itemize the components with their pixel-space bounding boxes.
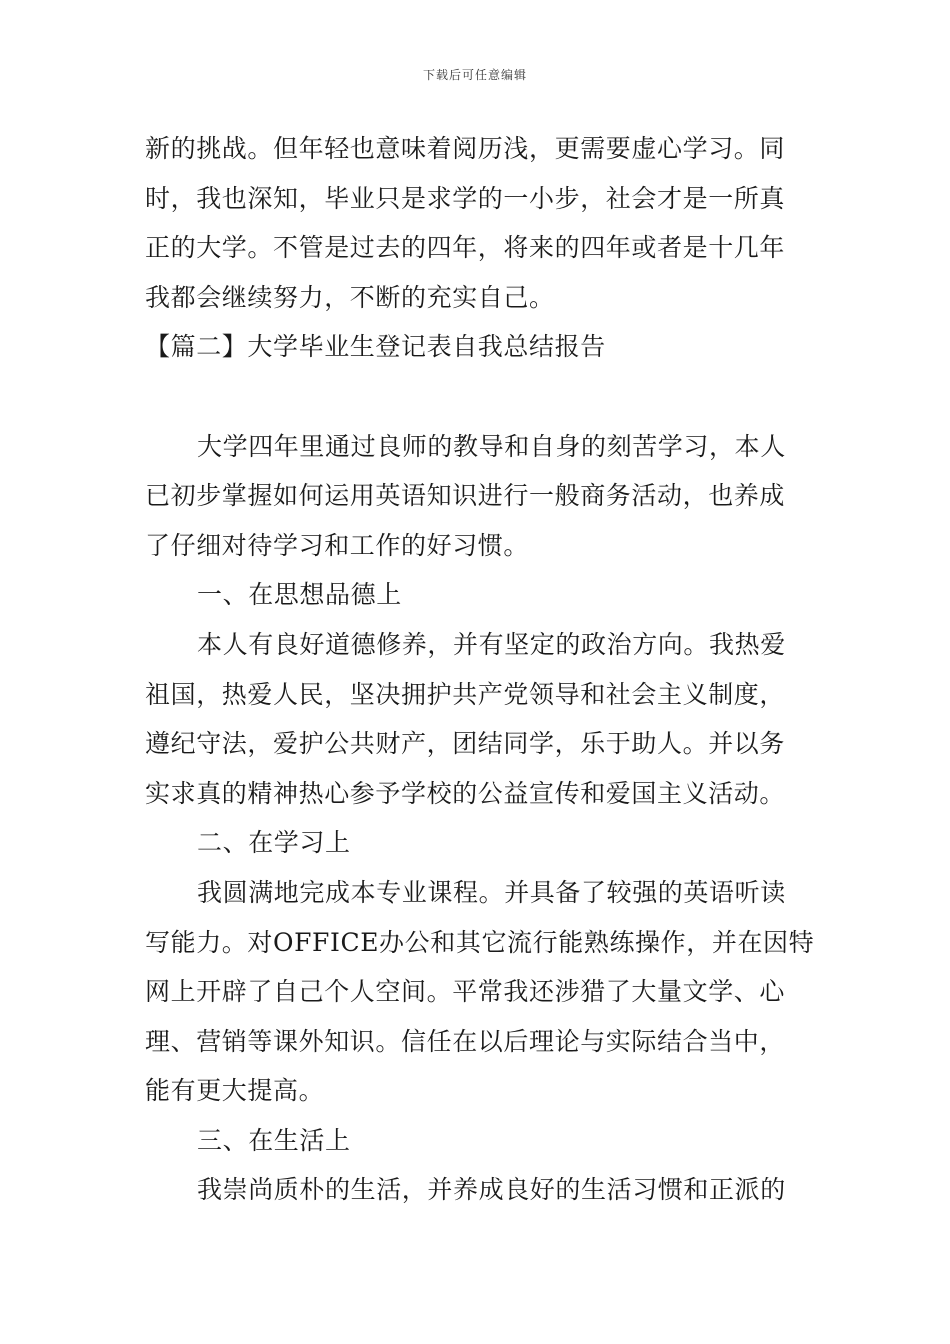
subheading-life: 三、在生活上 <box>197 1125 351 1155</box>
subheading-study: 二、在学习上 <box>197 828 351 858</box>
paragraph-line: 实求真的精神热心参予学校的公益宣传和爱国主义活动。 <box>145 778 786 808</box>
blank-line <box>145 372 810 422</box>
paragraph-line: 我圆满地完成本专业课程。并具备了较强的英语听读 <box>197 877 786 907</box>
document-body <box>145 124 815 1215</box>
paragraph-line: 遵纪守法，爱护公共财产，团结同学，乐于助人。并以务 <box>145 729 786 759</box>
paragraph-line: 祖国，热爱人民，坚决拥护共产党领导和社会主义制度， <box>145 679 786 709</box>
section-title: 【篇二】大学毕业生登记表自我总结报告 <box>145 332 606 362</box>
paragraph-line: 正的大学。不管是过去的四年，将来的四年或者是十几年 <box>145 233 786 263</box>
subheading-moral: 一、在思想品德上 <box>197 580 402 610</box>
paragraph-line: 了仔细对待学习和工作的好习惯。 <box>145 530 530 560</box>
paragraph-line: 大学四年里通过良师的教导和自身的刻苦学习，本人 <box>197 431 786 461</box>
paragraph-line: 我都会继续努力，不断的充实自己。 <box>145 282 555 312</box>
page-header: 下载后可任意编辑 <box>422 68 527 82</box>
paragraph-line: 新的挑战。但年轻也意味着阅历浅，更需要虚心学习。同 <box>145 134 786 163</box>
paragraph-line: 本人有良好道德修养，并有坚定的政治方向。我热爱 <box>197 629 786 659</box>
paragraph-line: 网上开辟了自己个人空间。平常我还涉猎了大量文学、心 <box>145 977 786 1007</box>
paragraph-line: 时，我也深知，毕业只是求学的一小步，社会才是一所真 <box>145 183 786 213</box>
paragraph-line: 我崇尚质朴的生活，并养成良好的生活习惯和正派的 <box>197 1175 786 1205</box>
paragraph-line: 理、营销等课外知识。信任在以后理论与实际结合当中， <box>145 1026 786 1056</box>
paragraph-line: 写能力。对OFFICE办公和其它流行能熟练操作，并在因特 <box>145 927 815 957</box>
paragraph-line: 已初步掌握如何运用英语知识进行一般商务活动，也养成 <box>145 481 786 511</box>
paragraph-line: 能有更大提高。 <box>145 1076 325 1106</box>
